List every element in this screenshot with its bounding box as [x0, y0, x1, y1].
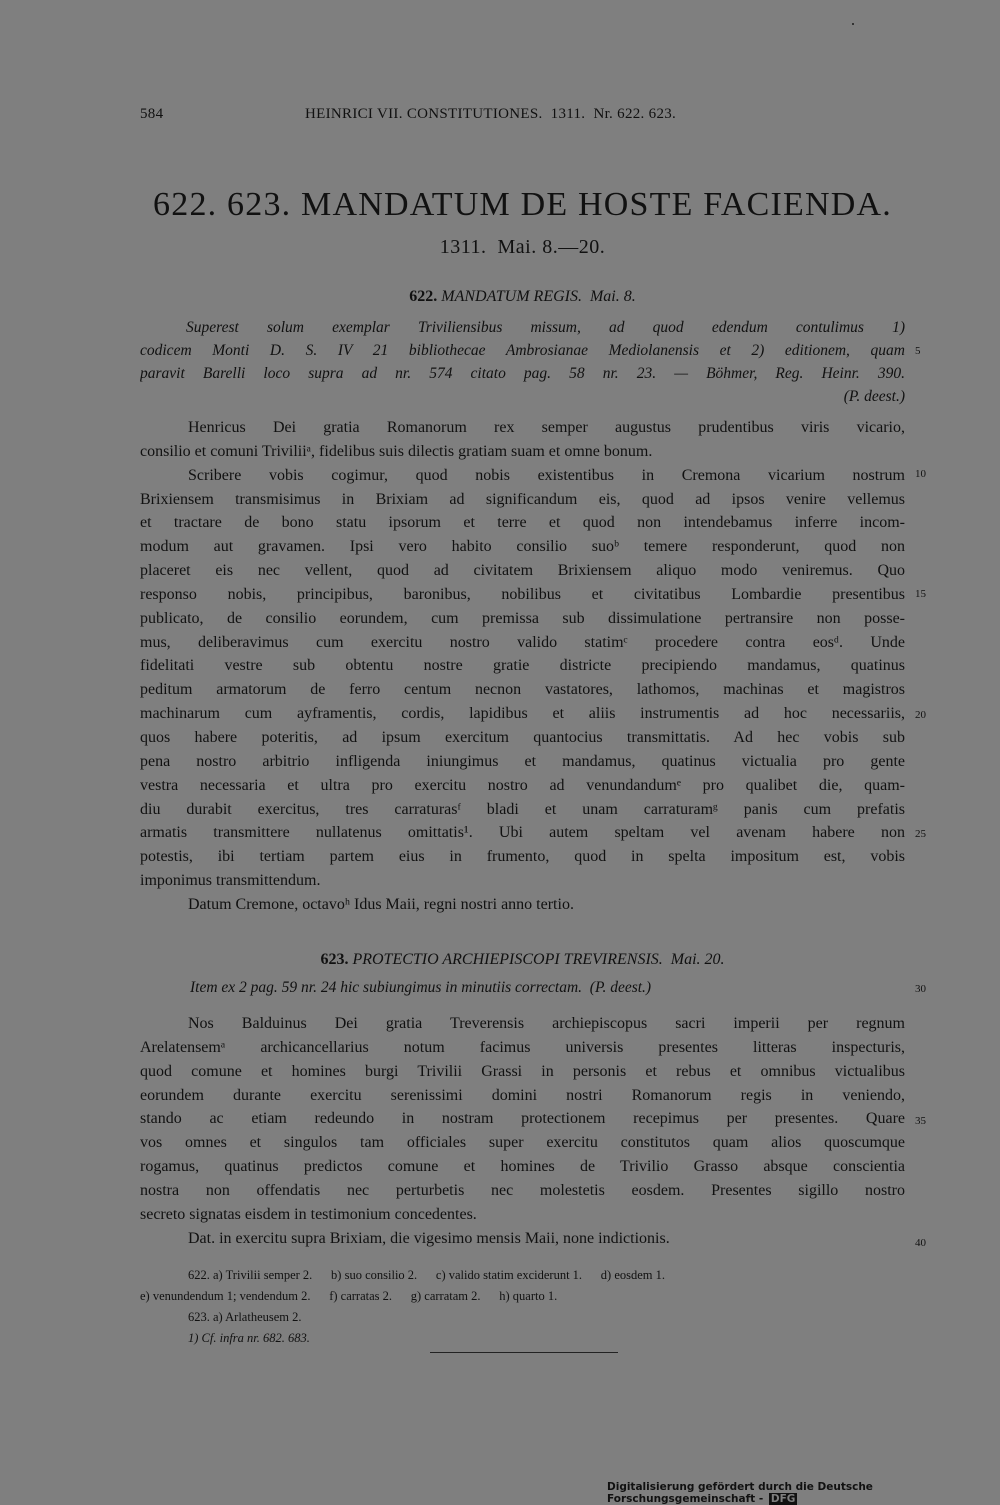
text-line: stando ac etiam redeundo in nostram protectionem recepimus per presentes. Quare [140, 1110, 905, 1128]
text-line: secreto signatas eisdem in testimonium concedentes. [140, 1205, 477, 1223]
text-line: quod comune et homines burgi Trivilii Grassi in personis et rebus et omnibus victualibus [140, 1062, 905, 1080]
line-number: 40 [915, 1237, 926, 1249]
section-623-date: Mai. 20. [670, 951, 725, 968]
intro-line: paravit Barelli loco supra ad nr. 574 citato pag. 58 nr. 23. — Böhmer, Reg. Heinr. 390. [140, 365, 905, 382]
line-number: 5 [915, 345, 921, 357]
text-line: vestra necessaria et ultra pro exercitu nostro ad venundandumᵉ pro qualibet die, quam- [140, 776, 905, 794]
text-line: Datum Cremone, octavoʰ Idus Maii, regni nostri anno tertio. [188, 895, 574, 913]
text-line: machinarum cum ayframentis, cordis, lapidibus et aliis instrumentis ad hoc necessariis, [140, 705, 905, 723]
text-line: responso nobis, principibus, baronibus, nobilibus et civitatibus Lombardie presentibus [140, 585, 905, 603]
text-line: Scribere vobis cogimur, quod nobis existentibus in Cremona vicarium nostrum [188, 466, 905, 484]
text-line: fidelitati vestre sub obtentu nostre gratie districte precipiendo mandamus, quatinus [140, 657, 905, 675]
text-line: nostra non offendatis nec perturbetis nec molestetis eosdem. Presentes sigillo nostro [140, 1181, 905, 1199]
section-623-number: 623. [320, 951, 349, 968]
section-623-title: PROTECTIO ARCHIEPISCOPI TREVIRENSIS. [352, 951, 663, 968]
running-title: HEINRICI VII. CONSTITUTIONES. 1311. Nr. 622. 623. [305, 106, 677, 122]
section-622-title: MANDATUM REGIS. [441, 288, 582, 305]
text-line: Brixiensem transmisimus in Brixiam ad significandum eis, quod ad ipsos venire vellemus [140, 490, 905, 508]
text-line: armatis transmittere nullatenus omittatis¹. Ubi autem speltam vel avenam habere non [140, 824, 905, 842]
text-line: Dat. in exercitu supra Brixiam, die vigesimo mensis Maii, none indictionis. [188, 1229, 670, 1247]
section-622-date: Mai. 8. [589, 288, 636, 305]
text-line: modum aut gravamen. Ipsi vero habito consilio suoᵇ temere responderunt, quod non [140, 538, 905, 556]
text-line: peditum armatorum de ferro centum necnon vastatores, lathomos, machinas et magistros [140, 681, 905, 699]
text-line: quos habere poteritis, ad ipsum exercitum quantocius transmittatis. Ad hec vobis sub [140, 728, 905, 746]
footnote-line: 622. a) Trivilii semper 2. b) suo consilio 2. c) valido statim exciderunt 1. d) eosdem 1. [188, 1268, 666, 1282]
text-line: potestis, ibi tertiam partem eius in frumento, quod in spelta impositum est, vobis [140, 848, 905, 866]
section-623-text [140, 1012, 905, 1250]
section-622-heading [140, 288, 905, 306]
section-623-intro [140, 976, 905, 999]
document-date: 1311. Mai. 8.—20. [439, 236, 606, 258]
text-line: pena nostro arbitrio infligenda iniungimus et mandamus, quatinus victualia pro gente [140, 752, 905, 770]
text-line: vos omnes et singulos tam officiales super exercitu constitutos quam alios quoscumque [140, 1134, 905, 1152]
line-number: 15 [915, 588, 926, 600]
text-line: placeret eis nec vellent, quod ad civitatem Brixiensem aliquo modo veniremus. Quo [140, 562, 905, 580]
line-number: 25 [915, 828, 926, 840]
intro-line: Superest solum exemplar Triviliensibus missum, ad quod edendum contulimus 1) [186, 319, 905, 336]
intro-line: Item ex 2 pag. 59 nr. 24 hic subiungimus in minutiis correctam. (P. deest.) [190, 979, 652, 996]
document-title: 622. 623. MANDATUM DE HOSTE FACIENDA. [153, 186, 892, 223]
section-622-intro [140, 316, 905, 408]
section-623-heading [140, 951, 905, 969]
page-number: 584 [140, 106, 164, 122]
text-line: Nos Balduinus Dei gratia Treverensis archiepiscopus sacri imperii per regnum [188, 1015, 905, 1032]
footnote-line: e) venundendum 1; vendendum 2. f) carratas 2. g) carratam 2. h) quarto 1. [140, 1289, 558, 1303]
text-line: eorundem durante exercitu serenissimi domini nostri Romanorum regis in veniendo, [140, 1086, 905, 1104]
text-line: Henricus Dei gratia Romanorum rex semper augustus prudentibus viris vicario, [188, 419, 905, 436]
text-line: publicato, de consilio eorundem, cum premissa sub dissimulatione pertransire non posse- [140, 609, 905, 627]
dfg-logo: DFG [770, 1493, 796, 1505]
text-line: consilio et comuni Triviliiᵃ, fidelibus suis dilectis gratiam suam et omne bonum. [140, 442, 653, 460]
footnote-rule [430, 1352, 618, 1353]
text-line: imponimus transmittendum. [140, 872, 321, 890]
text-line: Arelatensemᵃ archicancellarius notum facimus universis presentes litteras inspecturis, [140, 1038, 905, 1056]
text-line: mus, deliberavimus cum exercitu nostro valido statimᶜ procedere contra eosᵈ. Unde [140, 633, 905, 651]
intro-line: (P. deest.) [843, 388, 905, 405]
funding-note [607, 1481, 1000, 1505]
text-line: et tractare de bono statu ipsorum et terre et quod non intendebamus inferre incom- [140, 514, 905, 532]
footnote-line: 1) Cf. infra nr. 682. 683. [188, 1331, 310, 1345]
line-number: 30 [915, 983, 926, 995]
line-number: 10 [915, 468, 926, 480]
section-622-text [140, 416, 905, 917]
footnotes [140, 1265, 905, 1349]
footnote-line: 623. a) Arlatheusem 2. [188, 1310, 302, 1324]
scan-speck [852, 23, 854, 25]
text-line: rogamus, quatinus predictos comune et homines de Trivilio Grasso absque conscientia [140, 1158, 905, 1176]
line-number: 35 [915, 1115, 926, 1127]
intro-line: codicem Monti D. S. IV 21 bibliothecae Ambrosianae Mediolanensis et 2) editionem, quam [140, 342, 905, 359]
section-622-number: 622. [409, 288, 438, 305]
line-number: 20 [915, 709, 926, 721]
funding-text: Digitalisierung gefördert durch die Deutsche Forschungsgemeinschaft - [607, 1481, 873, 1505]
text-line: diu durabit exercitus, tres carraturasᶠ bladi et unam carraturamᵍ panis cum prefatis [140, 800, 905, 818]
